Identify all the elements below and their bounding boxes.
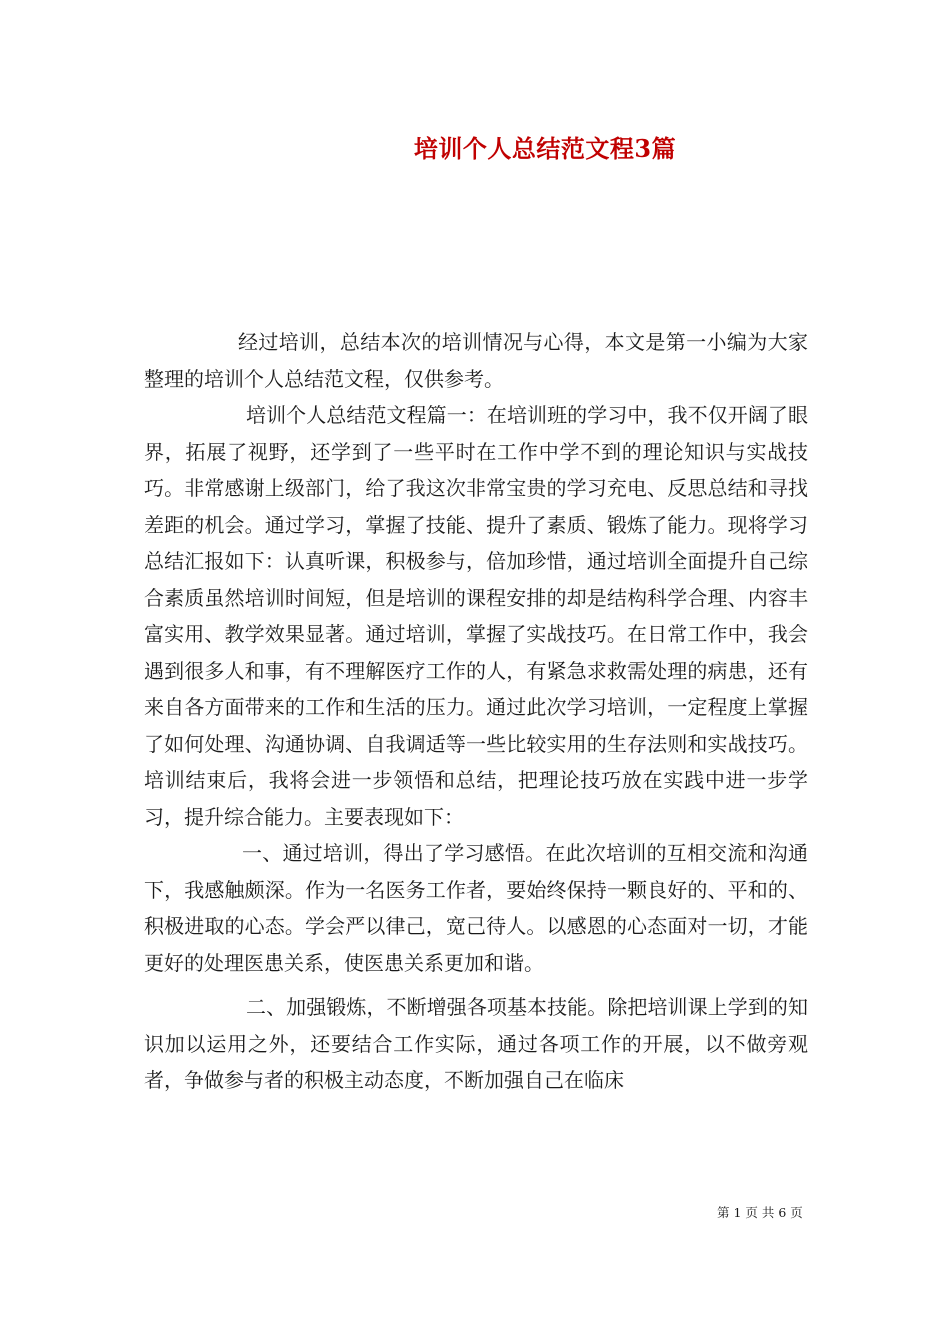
paragraph-part-one: 培训个人总结范文程篇一：在培训班的学习中，我不仅开阔了眼界，拓展了视野，还学到了一些平时在工作中学不到的理论知识与实战技巧。非常感谢上级部门，给了我这次非常宝贵的学习充电、反思总结和寻找差距的机会。通过学习，掌握了技能、提升了素质、锻炼了能力。现将学习总结汇报如下：认真听课，积极参与，倍加珍惜，通过培训全面提升自己综合素质虽然培训时间短，但是培训的课程安排的却是结构科学合理、内容丰富实用、教学效果显著。通过培训，掌握了实战技巧。在日常工作中，我会遇到很多人和事，有不理解医疗工作的人，有紧急求救需处理的病患，还有来自各方面带来的工作和生活的压力。通过此次学习培训，一定程度上掌握了如何处理、沟通协调、自我调适等一些比较实用的生存法则和实战技巧。培训结束后，我将会进一步领悟和总结，把理论技巧放在实践中进一步学习，提升综合能力。主要表现如下： <box>144 403 808 829</box>
page-number: 第 1 页 共 6 页 <box>717 1205 803 1220</box>
document-title: 培训个人总结范文程3篇 <box>413 134 677 163</box>
document-body <box>144 324 808 1099</box>
paragraph-intro: 经过培训，总结本次的培训情况与心得，本文是第一小编为大家整理的培训个人总结范文程，仅供参考。 <box>144 330 808 391</box>
paragraph-point-one: 一、通过培训，得出了学习感悟。在此次培训的互相交流和沟通下，我感触颇深。作为一名医务工作者，要始终保持一颗良好的、平和的、积极进取的心态。学会严以律己，宽己待人。以感恩的心态面对一切，才能更好的处理医患关系，使医患关系更加和谐。 <box>144 841 808 975</box>
paragraph-point-two: 二、加强锻炼，不断增强各项基本技能。除把培训课上学到的知识加以运用之外，还要结合工作实际，通过各项工作的开展，以不做旁观者，争做参与者的积极主动态度，不断加强自己在临床 <box>144 995 808 1092</box>
